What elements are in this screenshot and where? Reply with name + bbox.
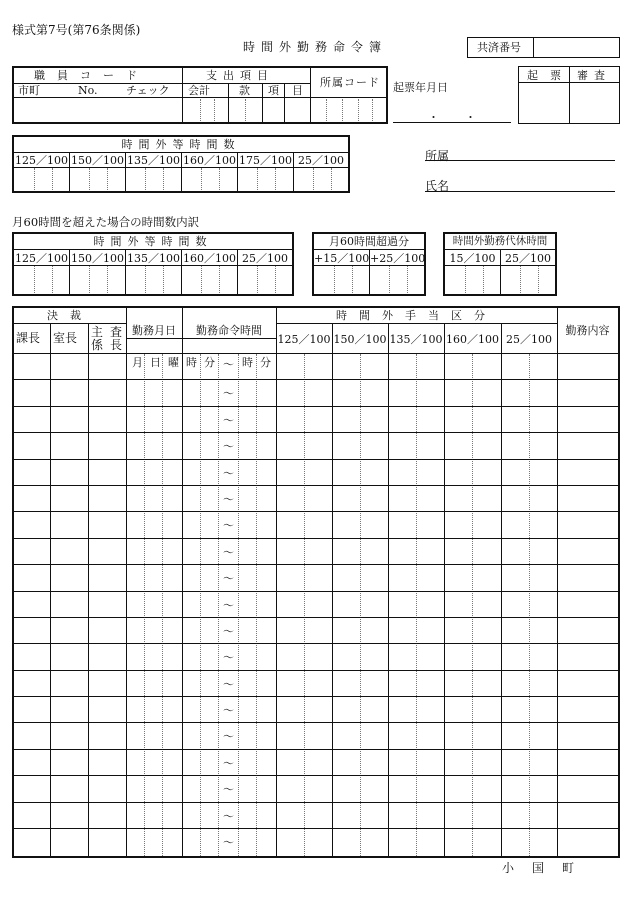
table-row[interactable] [14, 803, 618, 828]
moku-label: 目 [292, 84, 303, 97]
rate-160: 160／100 [183, 154, 236, 167]
time-range-tilde: ～ [223, 440, 234, 453]
meirei-time-label: 勤務命令時間 [196, 324, 262, 337]
kyosai-number-box [467, 37, 620, 58]
end-minute-label: 分 [260, 356, 271, 369]
kacho-label: 課長 [16, 331, 41, 345]
table-row[interactable] [14, 380, 618, 405]
rate-135: 135／100 [127, 154, 180, 167]
time-range-tilde: ～ [223, 625, 234, 638]
rate-150: 150／100 [71, 154, 124, 167]
kinmu-date-label: 勤務月日 [132, 324, 176, 337]
shinsa-stamp-field[interactable] [570, 83, 619, 123]
kaikei-label: 会計 [188, 84, 210, 97]
month-label: 月 [132, 356, 143, 369]
kinmu-naiyo-label: 勤務内容 [565, 324, 610, 337]
shimei-label: 氏名 [425, 179, 450, 193]
table-row[interactable] [14, 644, 618, 669]
shokuin-code-header: 職員コード [34, 69, 149, 82]
table-row[interactable] [14, 671, 618, 696]
time-range-tilde: ～ [223, 358, 234, 371]
shozoku-code-label: 所属コード [320, 76, 380, 89]
time-range-tilde: ～ [223, 704, 234, 717]
kou-label: 項 [268, 84, 279, 97]
table-row[interactable] [14, 460, 618, 485]
overtime-order-table [12, 306, 620, 858]
date-sep-1: ・ [428, 111, 439, 124]
day-label: 日 [150, 356, 161, 369]
shichou-label: 市町 [18, 84, 40, 97]
over60-rate-160: 160／100 [183, 252, 236, 265]
table-row[interactable] [14, 512, 618, 537]
date-sep-2: ・ [465, 111, 476, 124]
table-row[interactable] [14, 750, 618, 775]
daikyu-table [443, 232, 557, 296]
over60-hours-header: 時間外等時間数 [93, 235, 213, 248]
over60-rate-150: 150／100 [71, 252, 124, 265]
shozoku-line[interactable] [425, 160, 615, 161]
kessai-header: 決裁 [47, 309, 93, 322]
footer-town: 小国町 [502, 861, 593, 875]
kihyo-date-line[interactable] [393, 122, 511, 123]
time-range-tilde: ～ [223, 783, 234, 796]
teate-rate-125: 125／100 [277, 333, 331, 346]
table-row[interactable] [14, 776, 618, 801]
excess-rate-15: +15／100 [314, 252, 370, 265]
teate-header: 時間外手当区分 [336, 309, 497, 322]
teate-rate-25: 25／100 [506, 333, 552, 346]
kihyo-date-label: 起票年月日 [393, 81, 448, 94]
teate-rate-160: 160／100 [446, 333, 499, 346]
time-range-tilde: ～ [223, 651, 234, 664]
code-table [12, 66, 388, 124]
shitsucho-label: 室長 [53, 331, 78, 345]
shusa-label: 主査 [91, 325, 130, 339]
time-range-tilde: ～ [223, 836, 234, 849]
time-range-tilde: ～ [223, 730, 234, 743]
time-range-tilde: ～ [223, 572, 234, 585]
kihyo-label: 起票 [527, 69, 573, 82]
shishutsu-header: 支出項目 [206, 69, 274, 82]
shimei-line[interactable] [425, 191, 615, 192]
start-minute-label: 分 [204, 356, 215, 369]
no-label: No. [78, 84, 98, 97]
table-row[interactable] [14, 407, 618, 432]
over60-hours-input-row[interactable] [14, 266, 292, 294]
table-row[interactable] [14, 486, 618, 511]
table-row[interactable] [14, 592, 618, 617]
shozoku-code-field[interactable] [311, 98, 386, 122]
table-row[interactable] [14, 354, 618, 379]
teate-rate-150: 150／100 [333, 333, 387, 346]
over60-excess-table [312, 232, 426, 296]
table-row[interactable] [14, 697, 618, 722]
kyosai-label: 共済番号 [477, 41, 521, 54]
end-hour-label: 時 [242, 356, 253, 369]
table-row[interactable] [14, 433, 618, 458]
kyosai-number-field[interactable] [534, 38, 619, 57]
form-code: 様式第7号(第76条関係) [12, 23, 141, 37]
daikyu-header: 時間外勤務代休時間 [452, 235, 548, 247]
time-range-tilde: ～ [223, 519, 234, 532]
shinsa-label: 審査 [577, 69, 611, 82]
rate-25: 25／100 [298, 154, 344, 167]
weekday-label: 曜 [168, 356, 179, 369]
over60-excess-header: 月60時間超過分 [329, 235, 409, 248]
shishutsu-field[interactable] [183, 98, 310, 122]
time-range-tilde: ～ [223, 678, 234, 691]
shozoku-label: 所属 [425, 149, 450, 163]
overtime-hours-header: 時間外等時間数 [121, 138, 241, 151]
daikyu-input-row[interactable] [445, 266, 555, 294]
time-range-tilde: ～ [223, 810, 234, 823]
over60-rate-25: 25／100 [242, 252, 288, 265]
time-range-tilde: ～ [223, 546, 234, 559]
over60-excess-input-row[interactable] [314, 266, 424, 294]
overtime-hours-input-row[interactable] [14, 168, 348, 191]
start-hour-label: 時 [186, 356, 197, 369]
overtime-hours-table [12, 135, 350, 193]
time-range-tilde: ～ [223, 467, 234, 480]
time-range-tilde: ～ [223, 387, 234, 400]
table-row[interactable] [14, 565, 618, 590]
over60-rate-125: 125／100 [15, 252, 68, 265]
daikyu-rate-25: 25／100 [505, 252, 551, 265]
rate-125: 125／100 [15, 154, 68, 167]
rate-175: 175／100 [239, 154, 292, 167]
over60-caption: 月60時間を超えた場合の時間数内訳 [12, 215, 200, 229]
excess-rate-25: +25／100 [370, 252, 426, 265]
approval-box [518, 66, 620, 124]
table-row[interactable] [14, 618, 618, 643]
teate-rate-135: 135／100 [389, 333, 443, 346]
time-range-tilde: ～ [223, 599, 234, 612]
time-range-tilde: ～ [223, 757, 234, 770]
over60-rate-135: 135／100 [127, 252, 180, 265]
shokuin-code-field[interactable] [14, 98, 182, 122]
over60-hours-table [12, 232, 294, 296]
time-range-tilde: ～ [223, 493, 234, 506]
time-range-tilde: ～ [223, 414, 234, 427]
kakaricho-label: 係長 [91, 338, 130, 352]
daikyu-rate-15: 15／100 [449, 252, 496, 265]
check-label: チェック [126, 84, 170, 97]
page-title: 時間外勤務命令簿 [243, 40, 388, 54]
table-row[interactable] [14, 829, 618, 854]
kan-label: 款 [239, 84, 250, 97]
kihyo-stamp-field[interactable] [519, 83, 569, 123]
table-row[interactable] [14, 723, 618, 748]
table-row[interactable] [14, 539, 618, 564]
